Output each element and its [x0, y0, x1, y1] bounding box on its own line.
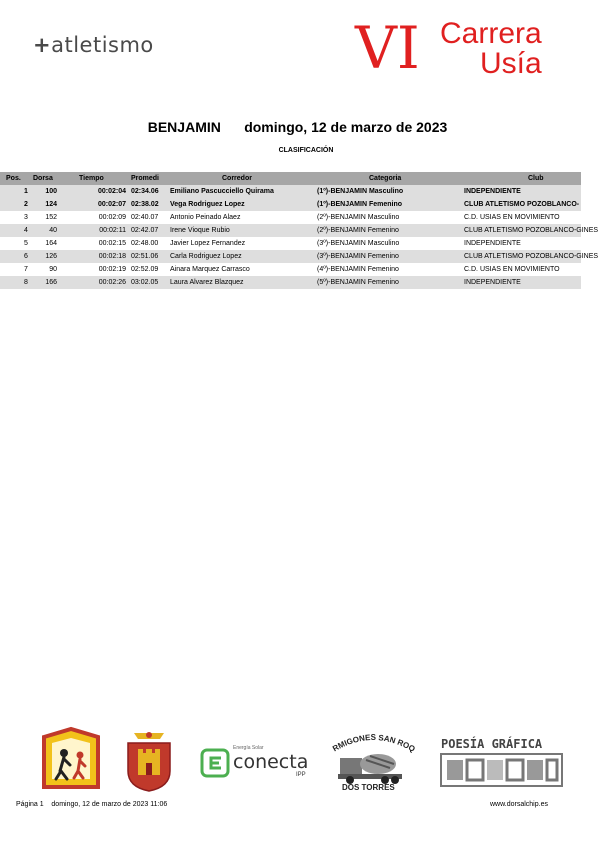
- cell-categoria: (1º)-BENJAMIN Femenino: [317, 201, 403, 208]
- cell-corredor: Ainara Marquez Carrasco: [170, 266, 250, 273]
- table-row: [0, 237, 581, 250]
- svg-text:HORMIGONES SAN ROQUE: [330, 730, 417, 754]
- town-coat-of-arms-logo: [124, 729, 174, 793]
- cell-promedio: 02:34.06: [131, 188, 159, 195]
- table-row: [0, 276, 581, 289]
- cell-categoria: (5º)-BENJAMIN Femenino: [317, 279, 399, 286]
- cell-dorsal: 126: [45, 253, 57, 260]
- cell-corredor: Antonio Peinado Alaez: [170, 214, 241, 221]
- cell-categoria: (2º)-BENJAMIN Masculino: [317, 214, 400, 221]
- club-badge-logo: [40, 727, 102, 791]
- col-categoria-header: Categoria: [369, 175, 402, 182]
- cell-club: INDEPENDIENTE: [464, 240, 521, 247]
- cell-pos: 2: [24, 201, 28, 208]
- logo-plus: +: [33, 33, 52, 57]
- atletismo-logo: [33, 33, 154, 57]
- cell-dorsal: 152: [45, 214, 57, 221]
- table-row: [0, 250, 599, 263]
- cell-club: CLUB ATLETISMO POZOBLANCO-GINES: [464, 253, 599, 260]
- title-date: domingo, 12 de marzo de 2023: [244, 119, 448, 135]
- cell-club: INDEPENDIENTE: [464, 188, 521, 195]
- table-header: [0, 172, 581, 185]
- page-subtitle: CLASIFICACIÓN: [278, 147, 334, 154]
- table-row: [0, 263, 581, 276]
- cell-corredor: Irene Vioque Rubio: [170, 227, 230, 234]
- cell-categoria: (1º)-BENJAMIN Masculino: [317, 188, 404, 195]
- col-tiempo-header: Tiempo: [79, 175, 104, 182]
- cell-promedio: 02:52.09: [131, 266, 159, 273]
- cell-categoria: (2º)-BENJAMIN Femenino: [317, 227, 399, 234]
- cell-corredor: Javier Lopez Fernandez: [170, 240, 246, 247]
- conecta-name: conecta: [233, 751, 309, 773]
- cell-tiempo: 00:02:07: [97, 201, 126, 208]
- poesia-grafica-logo: [435, 736, 568, 790]
- results-table: [0, 172, 599, 289]
- cell-tiempo: 00:02:19: [98, 266, 126, 273]
- cell-pos: 4: [24, 227, 28, 234]
- cell-corredor: Carla Rodriguez Lopez: [170, 253, 242, 260]
- carrera-usia-logo: [355, 16, 560, 86]
- cell-pos: 8: [24, 279, 28, 286]
- cell-promedio: 03:02.05: [131, 279, 159, 286]
- cell-pos: 3: [24, 214, 28, 221]
- hormigones-top-text: RMIGONES SAN ROQ: [331, 732, 417, 754]
- cell-pos: 1: [24, 188, 28, 195]
- logo-numeral: VI: [355, 14, 420, 82]
- table-row: [0, 224, 599, 237]
- logo-line1: Carrera: [440, 17, 542, 50]
- hormigones-san-roque-logo: [330, 730, 417, 793]
- table-row: [0, 198, 581, 211]
- cell-pos: 7: [24, 266, 28, 273]
- col-corredor-header: Corredor: [222, 175, 252, 182]
- cell-dorsal: 166: [45, 279, 57, 286]
- footer-page-info: Página 1 domingo, 12 de marzo de 2023 11:06: [16, 801, 168, 808]
- cell-dorsal: 40: [49, 227, 57, 234]
- cell-club: CLUB ATLETISMO POZOBLANCO-GINES: [464, 227, 599, 234]
- cell-dorsal: 124: [45, 201, 57, 208]
- logo-atletismo-text: atletismo: [51, 33, 154, 57]
- col-pos-header: Pos.: [6, 175, 21, 182]
- cell-club: C.D. USIAS EN MOVIMIENTO: [464, 266, 560, 273]
- cell-dorsal: 100: [45, 188, 57, 195]
- cell-corredor: Emiliano Pascucciello Quirama: [170, 188, 274, 195]
- hormigones-bottom-text: DOS TORRES: [342, 783, 395, 792]
- cell-promedio: 02:40.07: [131, 214, 159, 221]
- col-club-header: Club: [528, 175, 544, 182]
- cell-tiempo: 00:02:18: [98, 253, 126, 260]
- cell-tiempo: 00:02:26: [98, 279, 126, 286]
- footer-website-link[interactable]: www.dorsalchip.es: [490, 801, 548, 808]
- cell-promedio: 02:42.07: [131, 227, 159, 234]
- cell-tiempo: 00:02:04: [97, 188, 126, 195]
- cell-club: CLUB ATLETISMO POZOBLANCO-: [464, 201, 580, 208]
- col-dorsal-header: Dorsa: [33, 175, 53, 182]
- cell-tiempo: 00:02:11: [99, 227, 126, 234]
- conecta-ipp-logo: [200, 745, 310, 781]
- conecta-small-text: Energía Solar: [233, 745, 264, 751]
- conecta-sub: IPP: [296, 772, 306, 778]
- cell-categoria: (3º)-BENJAMIN Femenino: [317, 253, 399, 260]
- logo-line2: Usía: [480, 47, 542, 80]
- cell-dorsal: 164: [45, 240, 57, 247]
- cell-corredor: Laura Alvarez Blazquez: [170, 279, 244, 286]
- cell-club: C.D. USIAS EN MOVIMIENTO: [464, 214, 560, 221]
- cell-pos: 5: [24, 240, 28, 247]
- cell-club: INDEPENDIENTE: [464, 279, 521, 286]
- cell-tiempo: 00:02:09: [98, 214, 126, 221]
- cell-categoria: (3º)-BENJAMIN Masculino: [317, 240, 400, 247]
- page-title: [0, 119, 595, 135]
- cell-categoria: (4º)-BENJAMIN Femenino: [317, 266, 399, 273]
- cell-pos: 6: [24, 253, 28, 260]
- cell-tiempo: 00:02:15: [98, 240, 126, 247]
- table-row: [0, 185, 581, 198]
- cell-promedio: 02:38.02: [131, 201, 159, 208]
- cell-promedio: 02:48.00: [131, 240, 159, 247]
- title-category: BENJAMIN: [147, 119, 221, 135]
- cell-dorsal: 90: [49, 266, 57, 273]
- table-row: [0, 211, 581, 224]
- col-promedio-header: Promedi: [131, 175, 160, 182]
- poesia-grafica-name: POESÍA GRÁFICA: [441, 737, 543, 751]
- cell-corredor: Vega Rodriguez Lopez: [170, 201, 245, 208]
- cell-promedio: 02:51.06: [131, 253, 159, 260]
